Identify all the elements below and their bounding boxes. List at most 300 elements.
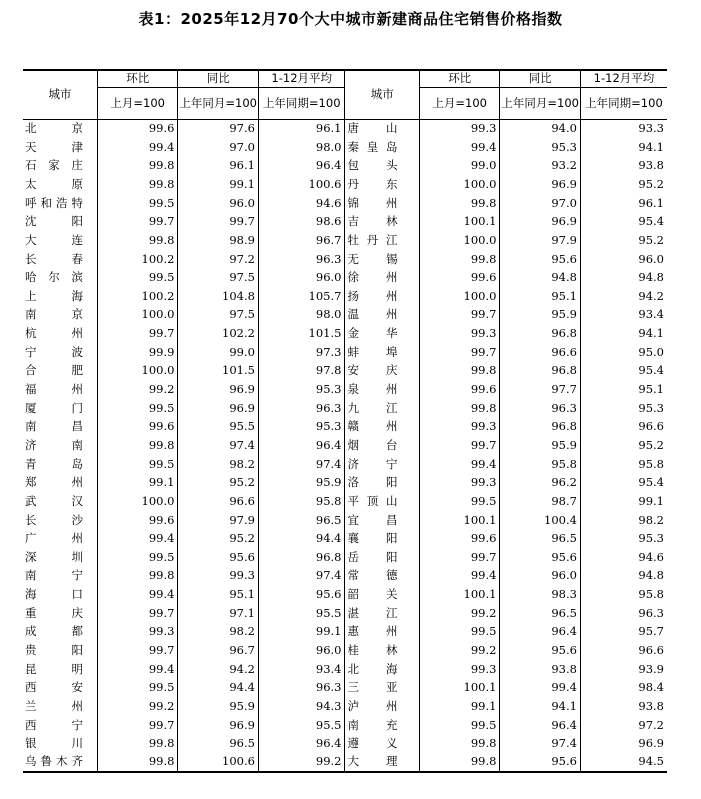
city-name: 石家庄: [25, 158, 83, 173]
city-name: 长 沙: [25, 512, 83, 527]
cell-mom-right: 99.6: [419, 269, 500, 288]
header-mom-right: 环比: [419, 70, 500, 88]
cell-city-left: [23, 455, 97, 474]
cell-city-left: [23, 175, 97, 194]
cell-city-left: [23, 362, 97, 381]
city-name: 襄 阳: [347, 531, 398, 546]
city-name: 青 岛: [25, 456, 83, 471]
table-row: [23, 362, 667, 381]
city-name: 郑 州: [25, 475, 83, 490]
cell-yoy-right: 94.1: [500, 697, 581, 716]
cell-yoy-left: 95.1: [178, 586, 259, 605]
cell-yoy-right: 96.4: [500, 716, 581, 735]
cell-city-left: [23, 641, 97, 660]
city-name: 湛 江: [347, 605, 398, 620]
cell-mom-right: 99.8: [419, 250, 500, 269]
city-name: 西 宁: [25, 717, 83, 732]
cell-ytd-left: 96.4: [258, 436, 345, 455]
cell-ytd-right: 94.1: [580, 325, 667, 344]
cell-ytd-left: 94.4: [258, 530, 345, 549]
cell-city-right: [345, 157, 419, 176]
cell-city-left: [23, 567, 97, 586]
cell-city-right: [345, 325, 419, 344]
cell-yoy-right: 96.0: [500, 567, 581, 586]
city-name: 济 宁: [347, 456, 398, 471]
city-name: 三 亚: [347, 680, 398, 695]
cell-city-left: [23, 436, 97, 455]
city-name: 海 口: [25, 587, 83, 602]
cell-ytd-left: 97.4: [258, 455, 345, 474]
city-name: 牡丹江: [347, 232, 398, 247]
cell-mom-right: 99.7: [419, 436, 500, 455]
header-ytd-right: 1-12月平均: [580, 70, 667, 88]
cell-ytd-left: 95.3: [258, 380, 345, 399]
table-row: [23, 735, 667, 754]
cell-mom-right: 100.1: [419, 511, 500, 530]
cell-yoy-left: 96.7: [178, 641, 259, 660]
table-row: [23, 194, 667, 213]
cell-mom-right: 100.1: [419, 213, 500, 232]
table-row: [23, 231, 667, 250]
cell-city-left: [23, 250, 97, 269]
city-name: 泸 州: [347, 698, 398, 713]
city-name: 兰 州: [25, 698, 83, 713]
city-name: 南 充: [347, 717, 398, 732]
cell-yoy-right: 96.5: [500, 604, 581, 623]
cell-mom-right: 99.8: [419, 735, 500, 754]
cell-ytd-left: 97.4: [258, 567, 345, 586]
cell-yoy-right: 100.4: [500, 511, 581, 530]
cell-city-left: [23, 343, 97, 362]
cell-mom-right: 99.3: [419, 325, 500, 344]
cell-yoy-left: 104.8: [178, 287, 259, 306]
city-name: 天 津: [25, 139, 83, 154]
cell-mom-right: 99.2: [419, 604, 500, 623]
city-name: 洛 阳: [347, 475, 398, 490]
cell-city-left: [23, 194, 97, 213]
table-row: [23, 716, 667, 735]
header-city-right: 城市: [345, 70, 419, 120]
table-row: [23, 269, 667, 288]
table-row: [23, 418, 667, 437]
cell-ytd-right: 96.6: [580, 641, 667, 660]
header-yoy-left: 同比: [178, 70, 259, 88]
cell-ytd-right: 99.1: [580, 492, 667, 511]
cell-yoy-right: 99.4: [500, 679, 581, 698]
cell-ytd-left: 98.0: [258, 138, 345, 157]
cell-mom-left: 99.4: [97, 138, 178, 157]
city-name: 呼和浩特: [25, 195, 83, 210]
cell-ytd-left: 105.7: [258, 287, 345, 306]
cell-ytd-right: 95.8: [580, 586, 667, 605]
city-name: 包 头: [347, 158, 398, 173]
cell-yoy-right: 96.3: [500, 399, 581, 418]
cell-city-right: [345, 679, 419, 698]
cell-city-right: [345, 231, 419, 250]
city-name: 昆 明: [25, 661, 83, 676]
cell-ytd-left: 96.4: [258, 735, 345, 754]
city-name: 西 安: [25, 680, 83, 695]
cell-ytd-left: 97.8: [258, 362, 345, 381]
header-yoy-right: 同比: [500, 70, 581, 88]
cell-yoy-right: 96.9: [500, 175, 581, 194]
city-name: 温 州: [347, 307, 398, 322]
cell-ytd-left: 96.8: [258, 548, 345, 567]
table-body: [23, 120, 667, 772]
city-name: 长 春: [25, 251, 83, 266]
city-name: 济 南: [25, 437, 83, 452]
table-row: [23, 306, 667, 325]
cell-city-left: [23, 753, 97, 772]
cell-yoy-right: 96.8: [500, 362, 581, 381]
cell-ytd-right: 95.0: [580, 343, 667, 362]
cell-mom-left: 99.7: [97, 213, 178, 232]
cell-mom-left: 99.3: [97, 623, 178, 642]
city-name: 金 华: [347, 326, 398, 341]
cell-ytd-left: 93.4: [258, 660, 345, 679]
cell-city-right: [345, 735, 419, 754]
cell-ytd-right: 93.4: [580, 306, 667, 325]
cell-city-right: [345, 567, 419, 586]
cell-mom-right: 99.4: [419, 455, 500, 474]
cell-city-left: [23, 380, 97, 399]
cell-ytd-left: 97.3: [258, 343, 345, 362]
cell-city-right: [345, 138, 419, 157]
header-ytd-sub-left: 上年同期=100: [258, 88, 345, 120]
cell-ytd-left: 99.1: [258, 623, 345, 642]
table-row: [23, 492, 667, 511]
cell-mom-left: 99.1: [97, 474, 178, 493]
cell-mom-left: 99.5: [97, 679, 178, 698]
cell-mom-left: 100.2: [97, 250, 178, 269]
city-name: 泉 州: [347, 382, 398, 397]
cell-city-left: [23, 604, 97, 623]
cell-yoy-left: 97.6: [178, 120, 259, 139]
city-name: 深 圳: [25, 549, 83, 564]
cell-city-left: [23, 269, 97, 288]
cell-yoy-right: 98.3: [500, 586, 581, 605]
cell-yoy-right: 96.9: [500, 213, 581, 232]
cell-yoy-left: 99.0: [178, 343, 259, 362]
city-name: 丹 东: [347, 176, 398, 191]
cell-city-right: [345, 660, 419, 679]
cell-city-right: [345, 641, 419, 660]
cell-city-right: [345, 530, 419, 549]
cell-city-left: [23, 716, 97, 735]
table-header: [23, 70, 667, 120]
cell-ytd-left: 96.0: [258, 641, 345, 660]
table-row: [23, 753, 667, 772]
cell-mom-right: 99.8: [419, 194, 500, 213]
cell-yoy-right: 93.2: [500, 157, 581, 176]
cell-mom-left: 99.7: [97, 604, 178, 623]
cell-yoy-right: 95.3: [500, 138, 581, 157]
cell-ytd-right: 96.0: [580, 250, 667, 269]
cell-city-left: [23, 306, 97, 325]
table-row: [23, 697, 667, 716]
cell-yoy-left: 99.1: [178, 175, 259, 194]
cell-ytd-right: 94.5: [580, 753, 667, 772]
city-name: 宁 波: [25, 344, 83, 359]
cell-ytd-right: 95.4: [580, 474, 667, 493]
city-name: 大 连: [25, 232, 83, 247]
table-row: [23, 399, 667, 418]
city-name: 乌鲁木齐: [25, 754, 83, 769]
header-yoy-sub-right: 上年同月=100: [500, 88, 581, 120]
cell-mom-right: 99.5: [419, 716, 500, 735]
cell-mom-right: 99.5: [419, 623, 500, 642]
cell-mom-right: 99.7: [419, 548, 500, 567]
header-mom-sub-right: 上月=100: [419, 88, 500, 120]
cell-mom-right: 99.2: [419, 641, 500, 660]
city-name: 大 理: [347, 754, 398, 769]
cell-yoy-right: 95.6: [500, 641, 581, 660]
cell-mom-right: 99.4: [419, 567, 500, 586]
cell-yoy-left: 101.5: [178, 362, 259, 381]
table-row: [23, 157, 667, 176]
cell-mom-left: 100.2: [97, 287, 178, 306]
cell-city-left: [23, 287, 97, 306]
cell-mom-left: 99.9: [97, 343, 178, 362]
cell-ytd-right: 94.1: [580, 138, 667, 157]
cell-yoy-left: 100.6: [178, 753, 259, 772]
cell-city-left: [23, 399, 97, 418]
cell-yoy-left: 96.1: [178, 157, 259, 176]
city-name: 南 宁: [25, 568, 83, 583]
table-row: [23, 474, 667, 493]
cell-mom-left: 99.5: [97, 194, 178, 213]
cell-city-right: [345, 418, 419, 437]
city-name: 南 京: [25, 307, 83, 322]
cell-city-left: [23, 492, 97, 511]
cell-ytd-right: 93.3: [580, 120, 667, 139]
cell-city-right: [345, 474, 419, 493]
cell-city-left: [23, 623, 97, 642]
table-row: [23, 660, 667, 679]
city-name: 徐 州: [347, 270, 398, 285]
cell-mom-right: 99.1: [419, 697, 500, 716]
cell-city-right: [345, 492, 419, 511]
cell-city-right: [345, 250, 419, 269]
table-row: [23, 511, 667, 530]
table-row: [23, 325, 667, 344]
cell-yoy-left: 97.9: [178, 511, 259, 530]
table-row: [23, 287, 667, 306]
cell-city-left: [23, 697, 97, 716]
city-name: 扬 州: [347, 288, 398, 303]
cell-mom-left: 99.4: [97, 660, 178, 679]
cell-ytd-right: 95.4: [580, 362, 667, 381]
cell-ytd-left: 94.6: [258, 194, 345, 213]
city-name: 南 昌: [25, 419, 83, 434]
cell-mom-right: 100.1: [419, 586, 500, 605]
cell-yoy-right: 96.8: [500, 325, 581, 344]
cell-mom-right: 99.5: [419, 492, 500, 511]
cell-yoy-left: 99.7: [178, 213, 259, 232]
city-name: 惠 州: [347, 624, 398, 639]
cell-mom-right: 99.7: [419, 343, 500, 362]
cell-yoy-left: 96.0: [178, 194, 259, 213]
table-row: [23, 120, 667, 139]
cell-city-left: [23, 157, 97, 176]
price-index-table: [23, 69, 667, 773]
cell-yoy-right: 97.0: [500, 194, 581, 213]
table-row: [23, 343, 667, 362]
cell-ytd-right: 95.4: [580, 213, 667, 232]
cell-yoy-right: 97.9: [500, 231, 581, 250]
cell-city-left: [23, 679, 97, 698]
table-row: [23, 380, 667, 399]
table-row: [23, 530, 667, 549]
cell-ytd-left: 96.7: [258, 231, 345, 250]
cell-city-left: [23, 231, 97, 250]
cell-yoy-left: 97.4: [178, 436, 259, 455]
city-name: 上 海: [25, 288, 83, 303]
cell-mom-left: 99.6: [97, 418, 178, 437]
cell-ytd-left: 101.5: [258, 325, 345, 344]
cell-ytd-left: 96.3: [258, 250, 345, 269]
cell-ytd-right: 96.6: [580, 418, 667, 437]
cell-mom-left: 99.5: [97, 269, 178, 288]
cell-yoy-left: 98.2: [178, 623, 259, 642]
cell-ytd-left: 100.6: [258, 175, 345, 194]
table-row: [23, 138, 667, 157]
cell-ytd-right: 98.2: [580, 511, 667, 530]
cell-city-left: [23, 548, 97, 567]
table-row: [23, 455, 667, 474]
cell-mom-right: 99.8: [419, 362, 500, 381]
city-name: 宜 昌: [347, 512, 398, 527]
cell-yoy-right: 96.8: [500, 418, 581, 437]
table-row: [23, 250, 667, 269]
city-name: 广 州: [25, 531, 83, 546]
cell-ytd-right: 97.2: [580, 716, 667, 735]
cell-ytd-right: 94.8: [580, 269, 667, 288]
cell-mom-left: 99.8: [97, 231, 178, 250]
header-city-left: 城市: [48, 87, 72, 102]
table-row: [23, 641, 667, 660]
cell-city-right: [345, 306, 419, 325]
city-name: 遵 义: [347, 736, 398, 751]
city-name: 杭 州: [25, 326, 83, 341]
cell-city-left: [23, 511, 97, 530]
header-mom-sub-left: 上月=100: [97, 88, 178, 120]
cell-mom-right: 100.1: [419, 679, 500, 698]
header-mom-left: 环比: [97, 70, 178, 88]
cell-city-left: [23, 474, 97, 493]
city-name: 岳 阳: [347, 549, 398, 564]
cell-yoy-right: 95.6: [500, 753, 581, 772]
cell-yoy-left: 97.5: [178, 269, 259, 288]
cell-ytd-right: 96.1: [580, 194, 667, 213]
cell-yoy-left: 94.4: [178, 679, 259, 698]
cell-ytd-left: 95.9: [258, 474, 345, 493]
cell-ytd-right: 96.3: [580, 604, 667, 623]
cell-city-right: [345, 716, 419, 735]
cell-city-right: [345, 380, 419, 399]
cell-city-right: [345, 548, 419, 567]
cell-mom-right: 99.6: [419, 530, 500, 549]
cell-city-right: [345, 753, 419, 772]
cell-yoy-left: 97.1: [178, 604, 259, 623]
cell-mom-left: 99.8: [97, 753, 178, 772]
cell-yoy-left: 94.2: [178, 660, 259, 679]
cell-yoy-right: 95.1: [500, 287, 581, 306]
cell-ytd-left: 95.5: [258, 604, 345, 623]
cell-ytd-left: 95.3: [258, 418, 345, 437]
cell-ytd-right: 93.8: [580, 157, 667, 176]
table-row: [23, 175, 667, 194]
cell-yoy-left: 96.6: [178, 492, 259, 511]
cell-mom-left: 99.8: [97, 567, 178, 586]
cell-ytd-left: 96.3: [258, 679, 345, 698]
cell-city-right: [345, 697, 419, 716]
cell-ytd-right: 95.8: [580, 455, 667, 474]
cell-yoy-left: 95.6: [178, 548, 259, 567]
cell-ytd-right: 95.3: [580, 530, 667, 549]
city-name: 成 都: [25, 624, 83, 639]
table-row: [23, 548, 667, 567]
cell-ytd-right: 94.2: [580, 287, 667, 306]
cell-mom-right: 99.8: [419, 399, 500, 418]
cell-mom-left: 99.8: [97, 175, 178, 194]
cell-ytd-right: 98.4: [580, 679, 667, 698]
cell-city-right: [345, 213, 419, 232]
cell-city-left: [23, 325, 97, 344]
city-name: 厦 门: [25, 400, 83, 415]
cell-yoy-right: 95.8: [500, 455, 581, 474]
table-row: [23, 567, 667, 586]
cell-mom-left: 99.8: [97, 157, 178, 176]
cell-ytd-left: 96.5: [258, 511, 345, 530]
cell-ytd-right: 95.2: [580, 231, 667, 250]
cell-mom-right: 99.7: [419, 306, 500, 325]
cell-mom-left: 99.4: [97, 586, 178, 605]
cell-city-right: [345, 586, 419, 605]
cell-yoy-right: 96.4: [500, 623, 581, 642]
header-ytd-left: 1-12月平均: [258, 70, 345, 88]
cell-yoy-left: 96.9: [178, 380, 259, 399]
table-row: [23, 679, 667, 698]
cell-yoy-right: 95.6: [500, 250, 581, 269]
cell-city-right: [345, 399, 419, 418]
cell-mom-right: 100.0: [419, 231, 500, 250]
cell-ytd-right: 93.9: [580, 660, 667, 679]
cell-yoy-right: 95.9: [500, 306, 581, 325]
cell-mom-left: 99.7: [97, 641, 178, 660]
cell-ytd-right: 95.2: [580, 436, 667, 455]
header-ytd-sub-right: 上年同期=100: [580, 88, 667, 120]
cell-city-left: [23, 660, 97, 679]
city-name: 九 江: [347, 400, 398, 415]
cell-city-right: [345, 511, 419, 530]
cell-ytd-right: 96.9: [580, 735, 667, 754]
cell-yoy-left: 95.2: [178, 474, 259, 493]
cell-mom-left: 99.5: [97, 455, 178, 474]
city-name: 无 锡: [347, 251, 398, 266]
cell-city-right: [345, 436, 419, 455]
table-row: [23, 436, 667, 455]
city-name: 北 京: [25, 121, 83, 136]
cell-city-right: [345, 343, 419, 362]
cell-mom-left: 99.5: [97, 399, 178, 418]
cell-yoy-left: 98.2: [178, 455, 259, 474]
cell-yoy-left: 96.9: [178, 399, 259, 418]
cell-yoy-right: 97.4: [500, 735, 581, 754]
cell-yoy-right: 95.6: [500, 548, 581, 567]
city-name: 吉 林: [347, 214, 398, 229]
city-name: 烟 台: [347, 437, 398, 452]
